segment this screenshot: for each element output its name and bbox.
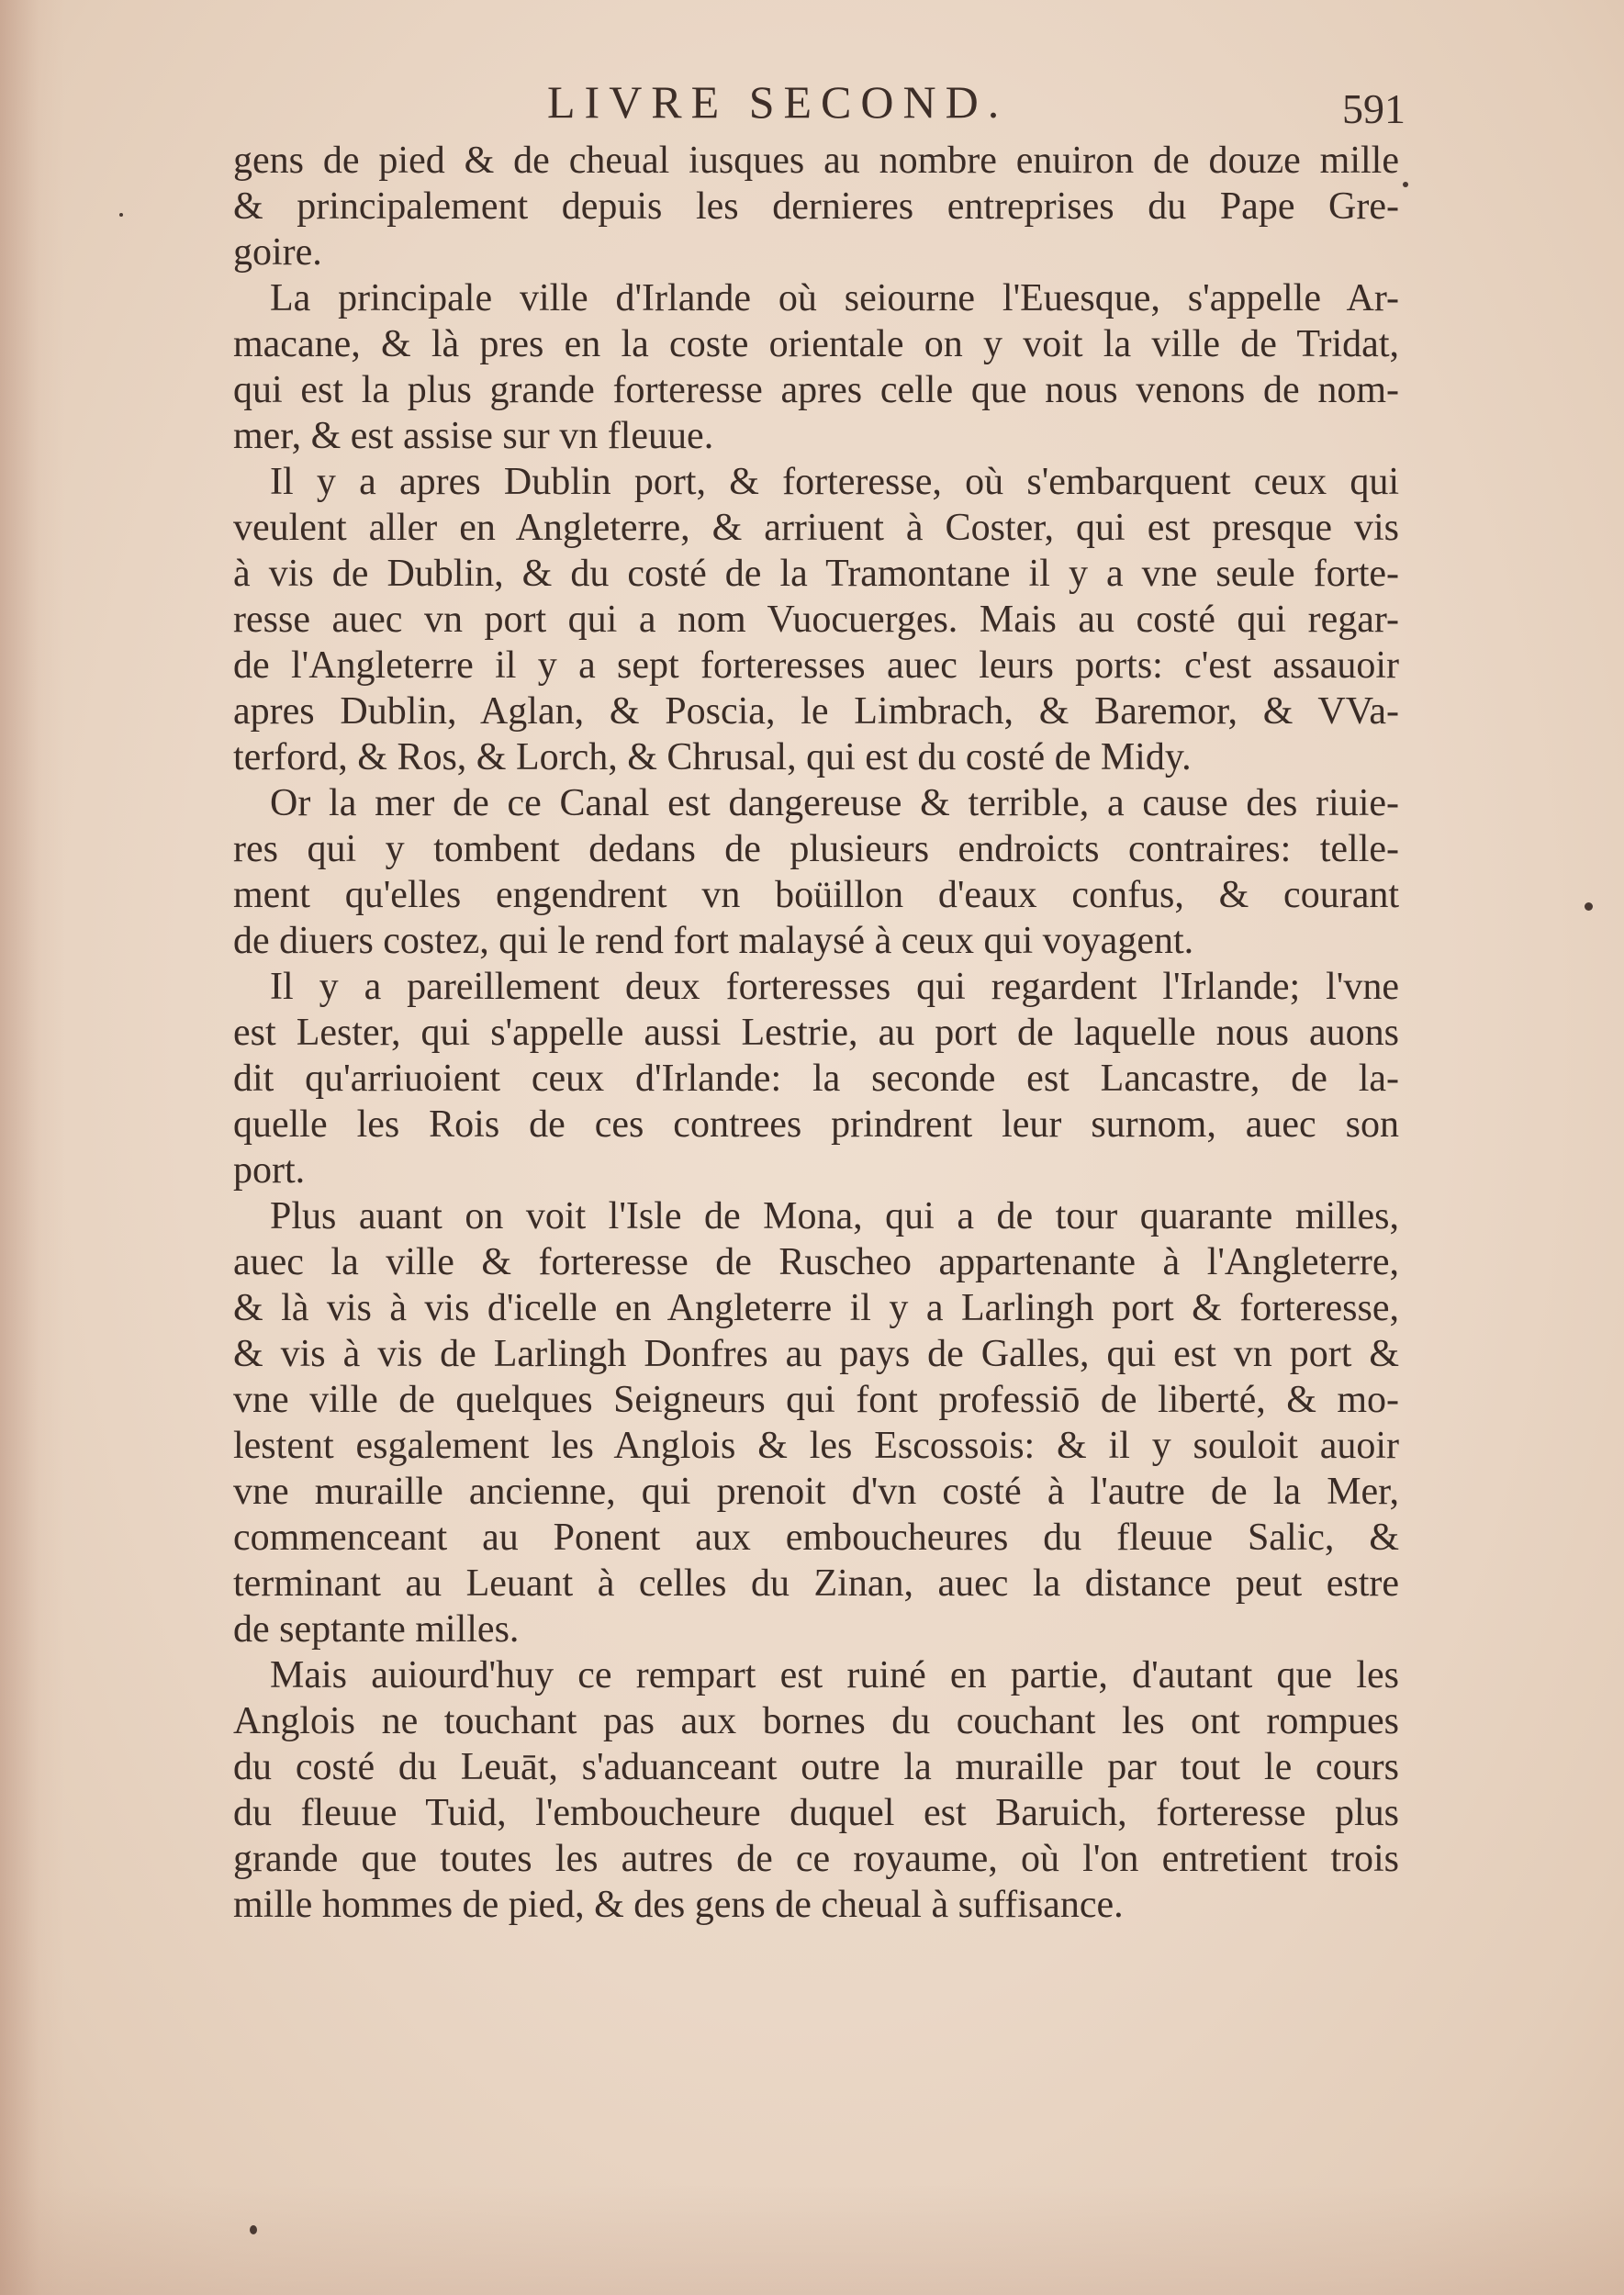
text-line: mille hommes de pied, & des gens de cheual à suffisance. — [233, 1884, 1124, 1926]
text-line: est Lester, qui s'appelle aussi Lestrie, au port de laquelle nous auons — [233, 1012, 1399, 1054]
ink-speck — [250, 2225, 257, 2234]
ink-speck — [119, 213, 123, 217]
page-edge-shadow — [0, 0, 64, 2295]
text-line: à vis de Dublin, & du costé de la Tramontane il y a vne seule forte- — [233, 553, 1399, 595]
text-line: du costé du Leuāt, s'aduanceant outre la muraille par tout le cours — [233, 1746, 1399, 1788]
page-bottom-shadow — [0, 2185, 1624, 2295]
text-line: macane, & là pres en la coste orientale on y voit la ville de Tridat, — [233, 323, 1399, 365]
body-text — [233, 138, 1399, 1928]
text-line: Il y a apres Dublin port, & forteresse, où s'embarquent ceux qui — [270, 461, 1399, 503]
text-line: & principalement depuis les dernieres entreprises du Pape Gre- — [233, 185, 1399, 228]
text-line: Mais auiourd'huy ce rempart est ruiné en partie, d'autant que les — [270, 1654, 1399, 1696]
text-line: Or la mer de ce Canal est dangereuse & terrible, a cause des riuie- — [270, 782, 1399, 824]
text-line: dit qu'arriuoient ceux d'Irlande: la seconde est Lancastre, de la- — [233, 1058, 1399, 1100]
text-line: port. — [233, 1149, 306, 1192]
text-line: qui est la plus grande forteresse apres celle que nous venons de nom- — [233, 369, 1399, 411]
text-line: auec la ville & forteresse de Ruscheo appartenante à l'Angleterre, — [233, 1241, 1399, 1283]
text-line: resse auec vn port qui a nom Vuocuerges. Mais au costé qui regar- — [233, 599, 1399, 641]
ink-speck — [1585, 902, 1593, 911]
page-number: 591 — [1342, 85, 1406, 132]
text-line: Plus auant on voit l'Isle de Mona, qui a de tour quarante milles, — [270, 1195, 1399, 1237]
text-line: apres Dublin, Aglan, & Poscia, le Limbrach, & Baremor, & VVa- — [233, 690, 1399, 733]
text-line: gens de pied & de cheual iusques au nombre enuiron de douze mille — [233, 140, 1399, 182]
text-line: commenceant au Ponent aux emboucheures du fleuue Salic, & — [233, 1517, 1399, 1559]
text-line: grande que toutes les autres de ce royaume, où l'on entretient trois — [233, 1838, 1399, 1880]
text-line: goire. — [233, 231, 322, 274]
text-line: ment qu'elles engendrent vn boüillon d'eaux confus, & courant — [233, 874, 1399, 916]
text-line: & là vis à vis d'icelle en Angleterre il y a Larlingh port & forteresse, — [233, 1287, 1399, 1329]
text-line: La principale ville d'Irlande où seiourne l'Euesque, s'appelle Ar- — [270, 277, 1399, 319]
text-line: terford, & Ros, & Lorch, & Chrusal, qui est du costé de Midy. — [233, 736, 1192, 778]
text-line: vne ville de quelques Seigneurs qui font professiō de liberté, & mo- — [233, 1379, 1399, 1421]
text-line: res qui y tombent dedans de plusieurs endroicts contraires: telle- — [233, 828, 1399, 870]
text-line: quelle les Rois de ces contrees prindrent leur surnom, auec son — [233, 1103, 1399, 1146]
text-line: lestent esgalement les Anglois & les Escossois: & il y souloit auoir — [233, 1425, 1399, 1467]
text-line: vne muraille ancienne, qui prenoit d'vn costé à l'autre de la Mer, — [233, 1471, 1399, 1513]
running-title: LIVRE SECOND. — [547, 76, 1009, 128]
text-line: Anglois ne touchant pas aux bornes du couchant les ont rompues — [233, 1700, 1399, 1742]
text-line: & vis à vis de Larlingh Donfres au pays de Galles, qui est vn port & — [233, 1333, 1399, 1375]
text-line: de septante milles. — [233, 1608, 520, 1651]
text-line: mer, & est assise sur vn fleuue. — [233, 415, 714, 457]
ink-speck — [1403, 182, 1408, 187]
text-line: de l'Angleterre il y a sept forteresses auec leurs ports: c'est assauoir — [233, 644, 1399, 687]
text-line: de diuers costez, qui le rend fort malaysé à ceux qui voyagent. — [233, 920, 1194, 962]
text-line: Il y a pareillement deux forteresses qui regardent l'Irlande; l'vne — [270, 966, 1399, 1008]
text-line: terminant au Leuant à celles du Zinan, auec la distance peut estre — [233, 1562, 1399, 1605]
text-line: veulent aller en Angleterre, & arriuent à Coster, qui est presque vis — [233, 507, 1399, 549]
text-line: du fleuue Tuid, l'emboucheure duquel est Baruich, forteresse plus — [233, 1792, 1399, 1834]
